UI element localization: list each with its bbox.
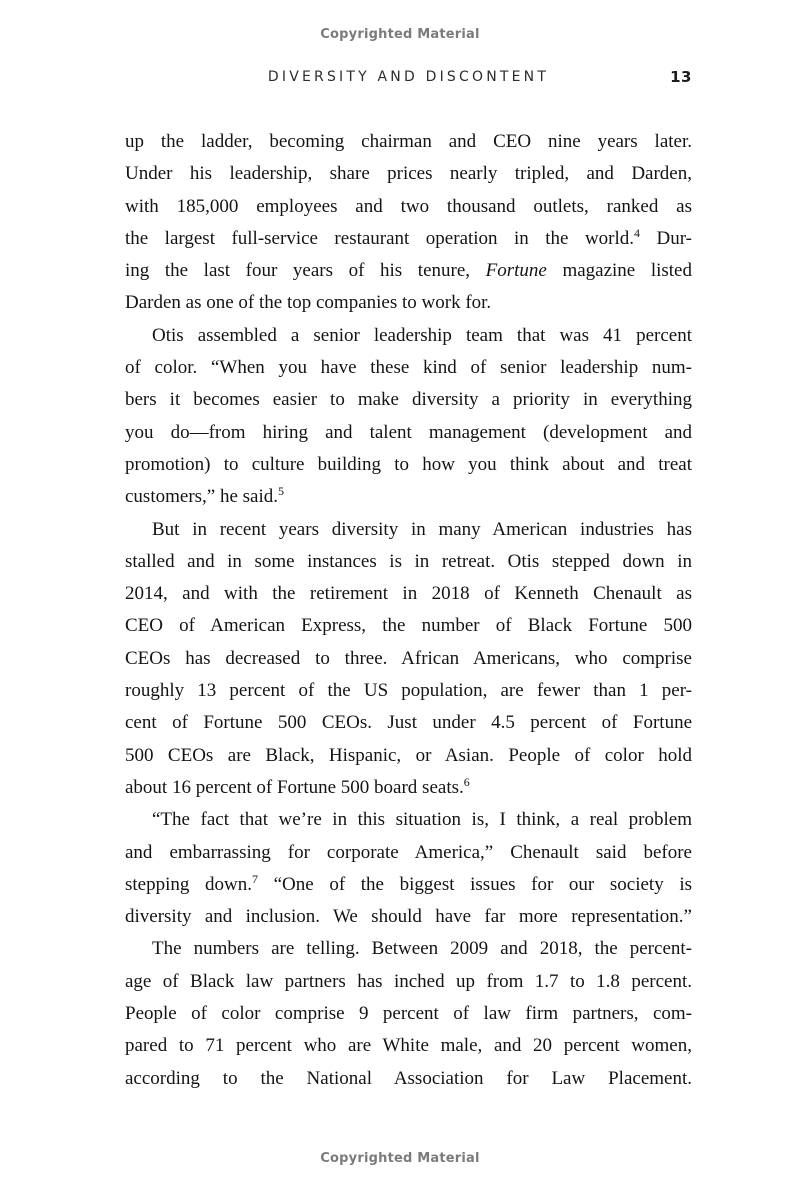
text-line: pared to 71 percent who are White male, and 20 percent women, <box>125 1035 692 1057</box>
text-line: “The fact that we’re in this situation is, I think, a real problem <box>152 809 692 831</box>
body-text <box>125 126 692 1095</box>
text-line: stepping down.$^7$ “One of the biggest issues for our society is <box>125 871 692 895</box>
copyright-notice-top: Copyrighted Material <box>320 27 480 42</box>
text-line: Darden as one of the top companies to work for. <box>125 292 492 314</box>
chapter-title: DIVERSITY AND DISCONTENT <box>267 69 550 85</box>
footnote-marker: 6 <box>463 774 470 789</box>
text-line: CEO of American Express, the number of Black Fortune 500 <box>125 615 692 637</box>
paragraph <box>125 126 692 320</box>
text-line: 2014, and with the retirement in 2018 of Kenneth Chenault as <box>125 583 692 605</box>
text-line: 500 CEOs are Black, Hispanic, or Asian. People of color hold <box>125 744 692 766</box>
text-line: promotion) to culture building to how you think about and treat <box>125 453 692 475</box>
paragraph <box>125 320 692 514</box>
footnote-marker: 7 <box>251 871 258 886</box>
page-number: 13 <box>670 68 692 86</box>
text-line: of color. “When you have these kind of senior leadership num- <box>125 357 692 379</box>
text-line: cent of Fortune 500 CEOs. Just under 4.5 percent of Fortune <box>125 712 692 734</box>
text-line: ing the last four years of his tenure, Fortune magazine listed <box>125 260 692 282</box>
paragraph <box>125 514 692 805</box>
copyright-notice-bottom: Copyrighted Material <box>320 1151 480 1166</box>
text-line: roughly 13 percent of the US population, are fewer than 1 per- <box>125 680 692 702</box>
italic-text: Fortune <box>485 260 547 282</box>
text-line: age of Black law partners has inched up from 1.7 to 1.8 percent. <box>125 970 692 992</box>
paragraph <box>125 933 692 1094</box>
paragraph <box>125 804 692 933</box>
text-line: the largest full-service restaurant operation in the world.$^4$ Dur- <box>125 225 692 249</box>
text-line: customers,” he said.$^5$ <box>125 484 285 508</box>
text-line: People of color comprise 9 percent of law firm partners, com- <box>125 1003 692 1025</box>
footnote-marker: 4 <box>634 225 641 240</box>
text-line: bers it becomes easier to make diversity a priority in everything <box>125 389 692 411</box>
text-line: CEOs has decreased to three. African Americans, who comprise <box>125 647 692 669</box>
text-line: with 185,000 employees and two thousand outlets, ranked as <box>125 195 692 217</box>
text-line: But in recent years diversity in many American industries has <box>152 518 692 540</box>
text-line: stalled and in some instances is in retreat. Otis stepped down in <box>125 550 692 572</box>
text-line: Otis assembled a senior leadership team that was 41 percent <box>152 324 692 346</box>
text-line: The numbers are telling. Between 2009 and 2018, the percent- <box>152 938 692 960</box>
running-head <box>125 69 692 91</box>
text-line: up the ladder, becoming chairman and CEO nine years later. <box>125 131 692 152</box>
text-line: you do—from hiring and talent management (development and <box>125 421 692 443</box>
text-line: according to the National Association for Law Placement. <box>125 1067 692 1089</box>
text-line: diversity and inclusion. We should have far more representation.” <box>125 906 692 928</box>
text-line: Under his leadership, share prices nearly tripled, and Darden, <box>125 163 692 185</box>
text-line: about 16 percent of Fortune 500 board seats.$^6$ <box>125 774 470 798</box>
text-line: and embarrassing for corporate America,” Chenault said before <box>125 841 692 863</box>
footnote-marker: 5 <box>278 484 285 499</box>
